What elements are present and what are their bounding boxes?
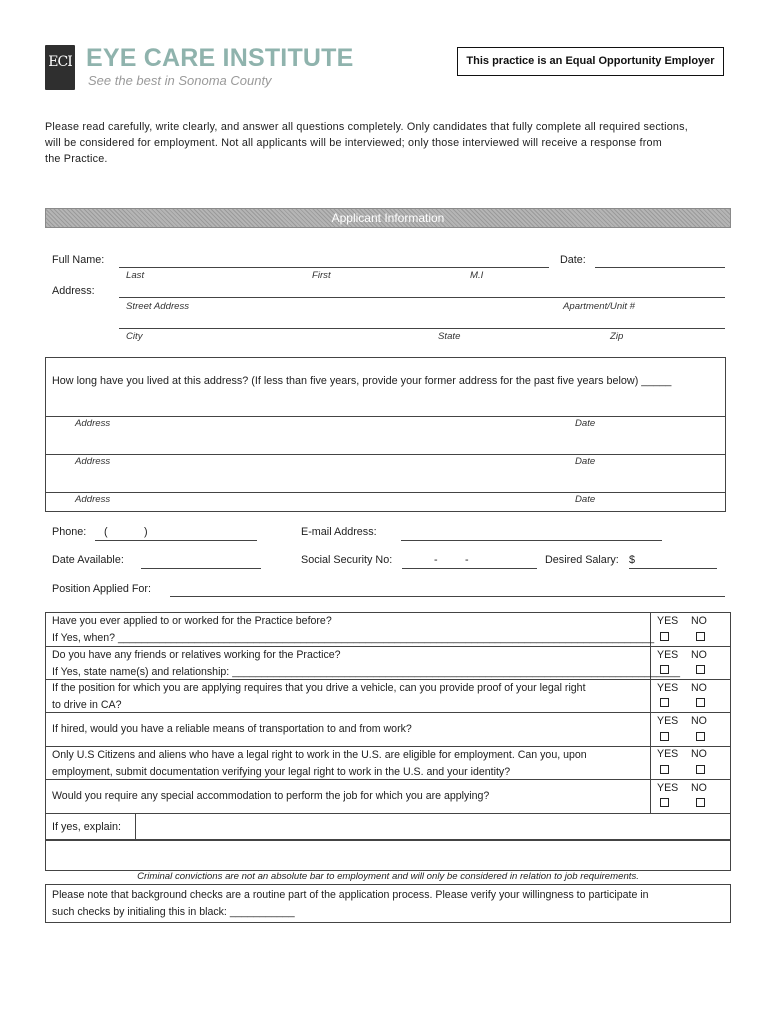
residence-question: How long have you lived at this address? (If less than five years, provide your former address for the past five years below) _____: [52, 375, 672, 387]
explain-continuation-field[interactable]: [45, 840, 731, 871]
background-check-text: [52, 887, 649, 920]
yes-label: YES: [657, 782, 679, 794]
intro-line-3: the Practice.: [45, 153, 108, 165]
divider: [45, 416, 726, 417]
intro-line-2: will be considered for employment. Not all applicants will be interviewed; only those interviewed will receive a response from: [45, 137, 662, 149]
question-5-line-1: Only U.S Citizens and aliens who have a legal right to work in the U.S. are eligible for employment. Can you, upon: [52, 749, 587, 761]
ssn-dash-2: -: [465, 554, 469, 566]
question-4: [52, 721, 412, 738]
state-caption: State: [438, 331, 461, 342]
yes-checkbox-1[interactable]: [660, 632, 669, 641]
former-date-label-3: Date: [575, 494, 596, 505]
explain-field[interactable]: [136, 814, 730, 839]
yes-label: YES: [657, 748, 679, 760]
intro-line-1: Please read carefully, write clearly, and answer all questions completely. Only candidates that fully complete all required sections,: [45, 121, 688, 133]
question-2-line-1: Do you have any friends or relatives working for the Practice?: [52, 649, 341, 661]
last-name-caption: Last: [126, 270, 145, 281]
no-label: NO: [691, 615, 707, 627]
date-label: Date:: [560, 254, 586, 266]
background-line-2: such checks by initialing this in black: ___________: [52, 905, 295, 918]
email-field[interactable]: [401, 540, 662, 541]
phone-field[interactable]: [95, 540, 257, 541]
yes-label: YES: [657, 649, 679, 661]
no-checkbox-5[interactable]: [696, 765, 705, 774]
zip-caption: Zip: [610, 331, 624, 342]
question-6-line-1: Would you require any special accommodation to perform the job for which you are applying?: [52, 790, 490, 802]
date-available-field[interactable]: [141, 568, 261, 569]
org-tagline: See the best in Sonoma County: [88, 73, 272, 88]
background-line-1: Please note that background checks are a routine part of the application process. Please verify your willingness to participate in: [52, 889, 649, 901]
yes-checkbox-4[interactable]: [660, 732, 669, 741]
eoe-notice: This practice is an Equal Opportunity Employer: [457, 47, 724, 76]
question-3-line-2: to drive in CA?: [52, 698, 122, 711]
no-label: NO: [691, 715, 707, 727]
former-address-label-3: Address: [75, 494, 111, 505]
no-checkbox-2[interactable]: [696, 665, 705, 674]
no-label: NO: [691, 649, 707, 661]
position-label: Position Applied For:: [52, 583, 152, 595]
logo-letters: ECI: [48, 54, 72, 70]
first-name-caption: First: [312, 270, 331, 281]
former-address-label-2: Address: [75, 456, 111, 467]
divider: [45, 492, 726, 493]
question-2-line-2: If Yes, state name(s) and relationship: ____________________________________________________________________________: [52, 665, 680, 678]
yes-label: YES: [657, 682, 679, 694]
former-address-label-1: Address: [75, 418, 111, 429]
address-label: Address:: [52, 285, 95, 297]
question-1-line-2: If Yes, when? ___________________________________________________________________________________________: [52, 631, 655, 644]
no-label: NO: [691, 782, 707, 794]
street-address-caption: Street Address: [126, 301, 190, 312]
full-name-label: Full Name:: [52, 254, 105, 266]
date-field[interactable]: [595, 267, 725, 268]
no-checkbox-3[interactable]: [696, 698, 705, 707]
former-date-label-2: Date: [575, 456, 596, 467]
question-2: [52, 647, 680, 680]
yes-label: YES: [657, 615, 679, 627]
yes-checkbox-6[interactable]: [660, 798, 669, 807]
ssn-dash-1: -: [434, 554, 438, 566]
phone-paren-close: ): [144, 526, 148, 538]
no-checkbox-6[interactable]: [696, 798, 705, 807]
yes-checkbox-5[interactable]: [660, 765, 669, 774]
intro-text: [45, 119, 725, 167]
question-5-line-2: employment, submit documentation verifying your legal right to work in the U.S. and your identity?: [52, 765, 511, 778]
phone-label: Phone:: [52, 526, 87, 538]
apartment-caption: Apartment/Unit #: [563, 301, 635, 312]
no-label: NO: [691, 748, 707, 760]
yes-checkbox-2[interactable]: [660, 665, 669, 674]
date-available-label: Date Available:: [52, 554, 124, 566]
desired-salary-field[interactable]: [629, 568, 717, 569]
question-3: [52, 680, 586, 713]
ssn-label: Social Security No:: [301, 554, 393, 566]
question-6: [52, 788, 489, 805]
question-4-line-1: If hired, would you have a reliable means of transportation to and from work?: [52, 723, 412, 735]
city-state-zip-field[interactable]: [119, 328, 725, 329]
question-1: [52, 613, 654, 646]
section-header-applicant-info: Applicant Information: [45, 208, 731, 228]
divider: [45, 454, 726, 455]
no-label: NO: [691, 682, 707, 694]
yes-label: YES: [657, 715, 679, 727]
full-name-field[interactable]: [119, 267, 549, 268]
phone-paren-open: (: [104, 526, 108, 538]
street-address-field[interactable]: [119, 297, 725, 298]
position-field[interactable]: [170, 596, 725, 597]
yes-checkbox-3[interactable]: [660, 698, 669, 707]
question-1-line-1: Have you ever applied to or worked for the Practice before?: [52, 615, 332, 627]
desired-salary-label: Desired Salary:: [545, 554, 619, 566]
salary-dollar-sign: $: [629, 554, 636, 566]
no-checkbox-4[interactable]: [696, 732, 705, 741]
middle-initial-caption: M.I: [470, 270, 484, 281]
org-name: EYE CARE INSTITUTE: [86, 44, 354, 72]
email-label: E-mail Address:: [301, 526, 377, 538]
no-checkbox-1[interactable]: [696, 632, 705, 641]
explain-label: If yes, explain:: [52, 821, 122, 833]
former-date-label-1: Date: [575, 418, 596, 429]
question-5: [52, 747, 587, 780]
criminal-convictions-note: Criminal convictions are not an absolute bar to employment and will only be considered in relation to job requirements.: [137, 871, 639, 882]
ssn-field[interactable]: [402, 568, 537, 569]
question-3-line-1: If the position for which you are applying requires that you drive a vehicle, can you provide proof of your legal right: [52, 682, 586, 694]
city-caption: City: [126, 331, 143, 342]
logo-mark: [45, 45, 75, 90]
